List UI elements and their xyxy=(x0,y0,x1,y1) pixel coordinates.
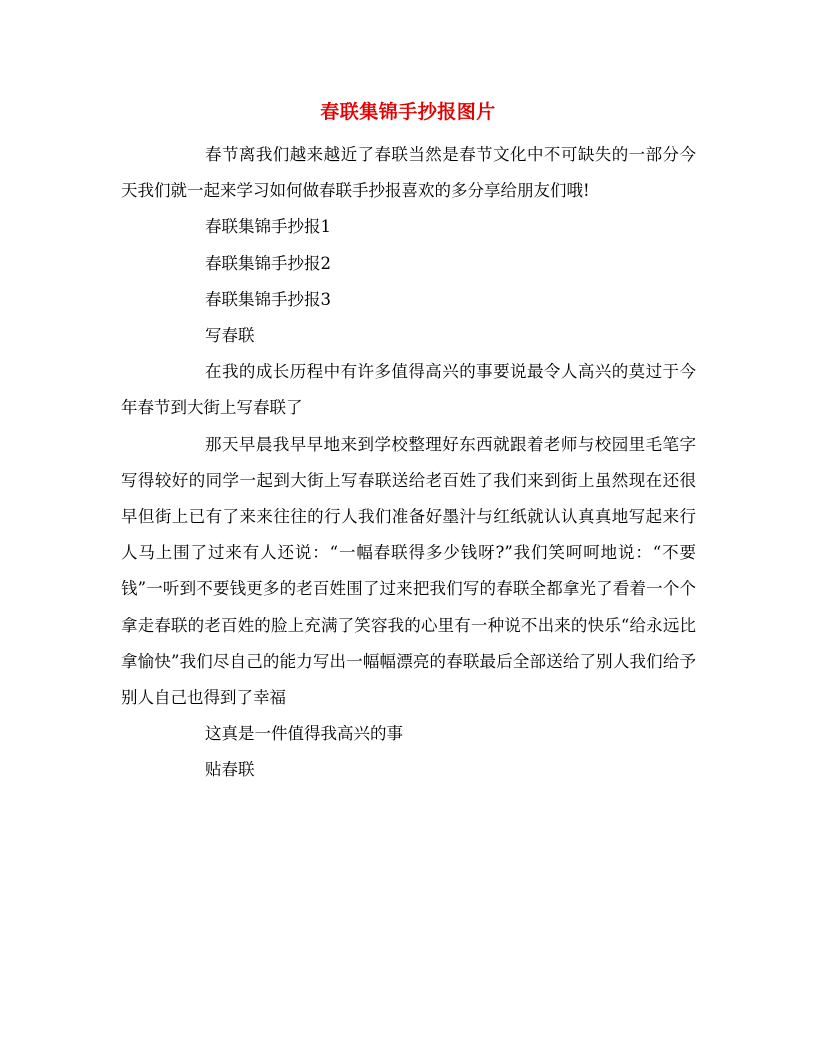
document-body xyxy=(121,137,696,789)
section-heading-write: 写春联 xyxy=(205,326,255,346)
paragraph-item-2: 春联集锦手抄报2 xyxy=(205,253,331,273)
paragraph-intro: 春节离我们越来越近了春联当然是春节文化中不可缺失的一部分今天我们就一起来学习如何做春联手抄报喜欢的多分享给朋友们哦! xyxy=(121,145,696,201)
section-heading-paste: 贴春联 xyxy=(205,760,255,780)
paragraph-story-body: 那天早晨我早早地来到学校整理好东西就跟着老师与校园里毛笔字写得较好的同学一起到大街上写春联送给老百姓了我们来到街上虽然现在还很早但街上已有了来来往往的行人我们准备好墨汁与红纸就认认真真地写起来行人马上围了过来有人还说：“一幅春联得多少钱呀?”我们笑呵呵地说：“不要钱”一听到不要钱更多的老百姓围了过来把我们写的春联全都拿光了看着一个个拿走春联的老百姓的脸上充满了笑容我的心里有一种说不出来的快乐“给永远比拿愉快”我们尽自己的能力写出一幅幅漂亮的春联最后全部送给了别人我们给予别人自己也得到了幸福 xyxy=(121,434,696,708)
paragraph-item-3: 春联集锦手抄报3 xyxy=(205,289,331,309)
paragraph-story-end: 这真是一件值得我高兴的事 xyxy=(205,724,403,744)
paragraph-item-1: 春联集锦手抄报1 xyxy=(205,217,331,237)
paragraph-story-intro: 在我的成长历程中有许多值得高兴的事要说最令人高兴的莫过于今年春节到大街上写春联了 xyxy=(121,362,696,418)
document-title: 春联集锦手抄报图片 xyxy=(320,101,496,123)
